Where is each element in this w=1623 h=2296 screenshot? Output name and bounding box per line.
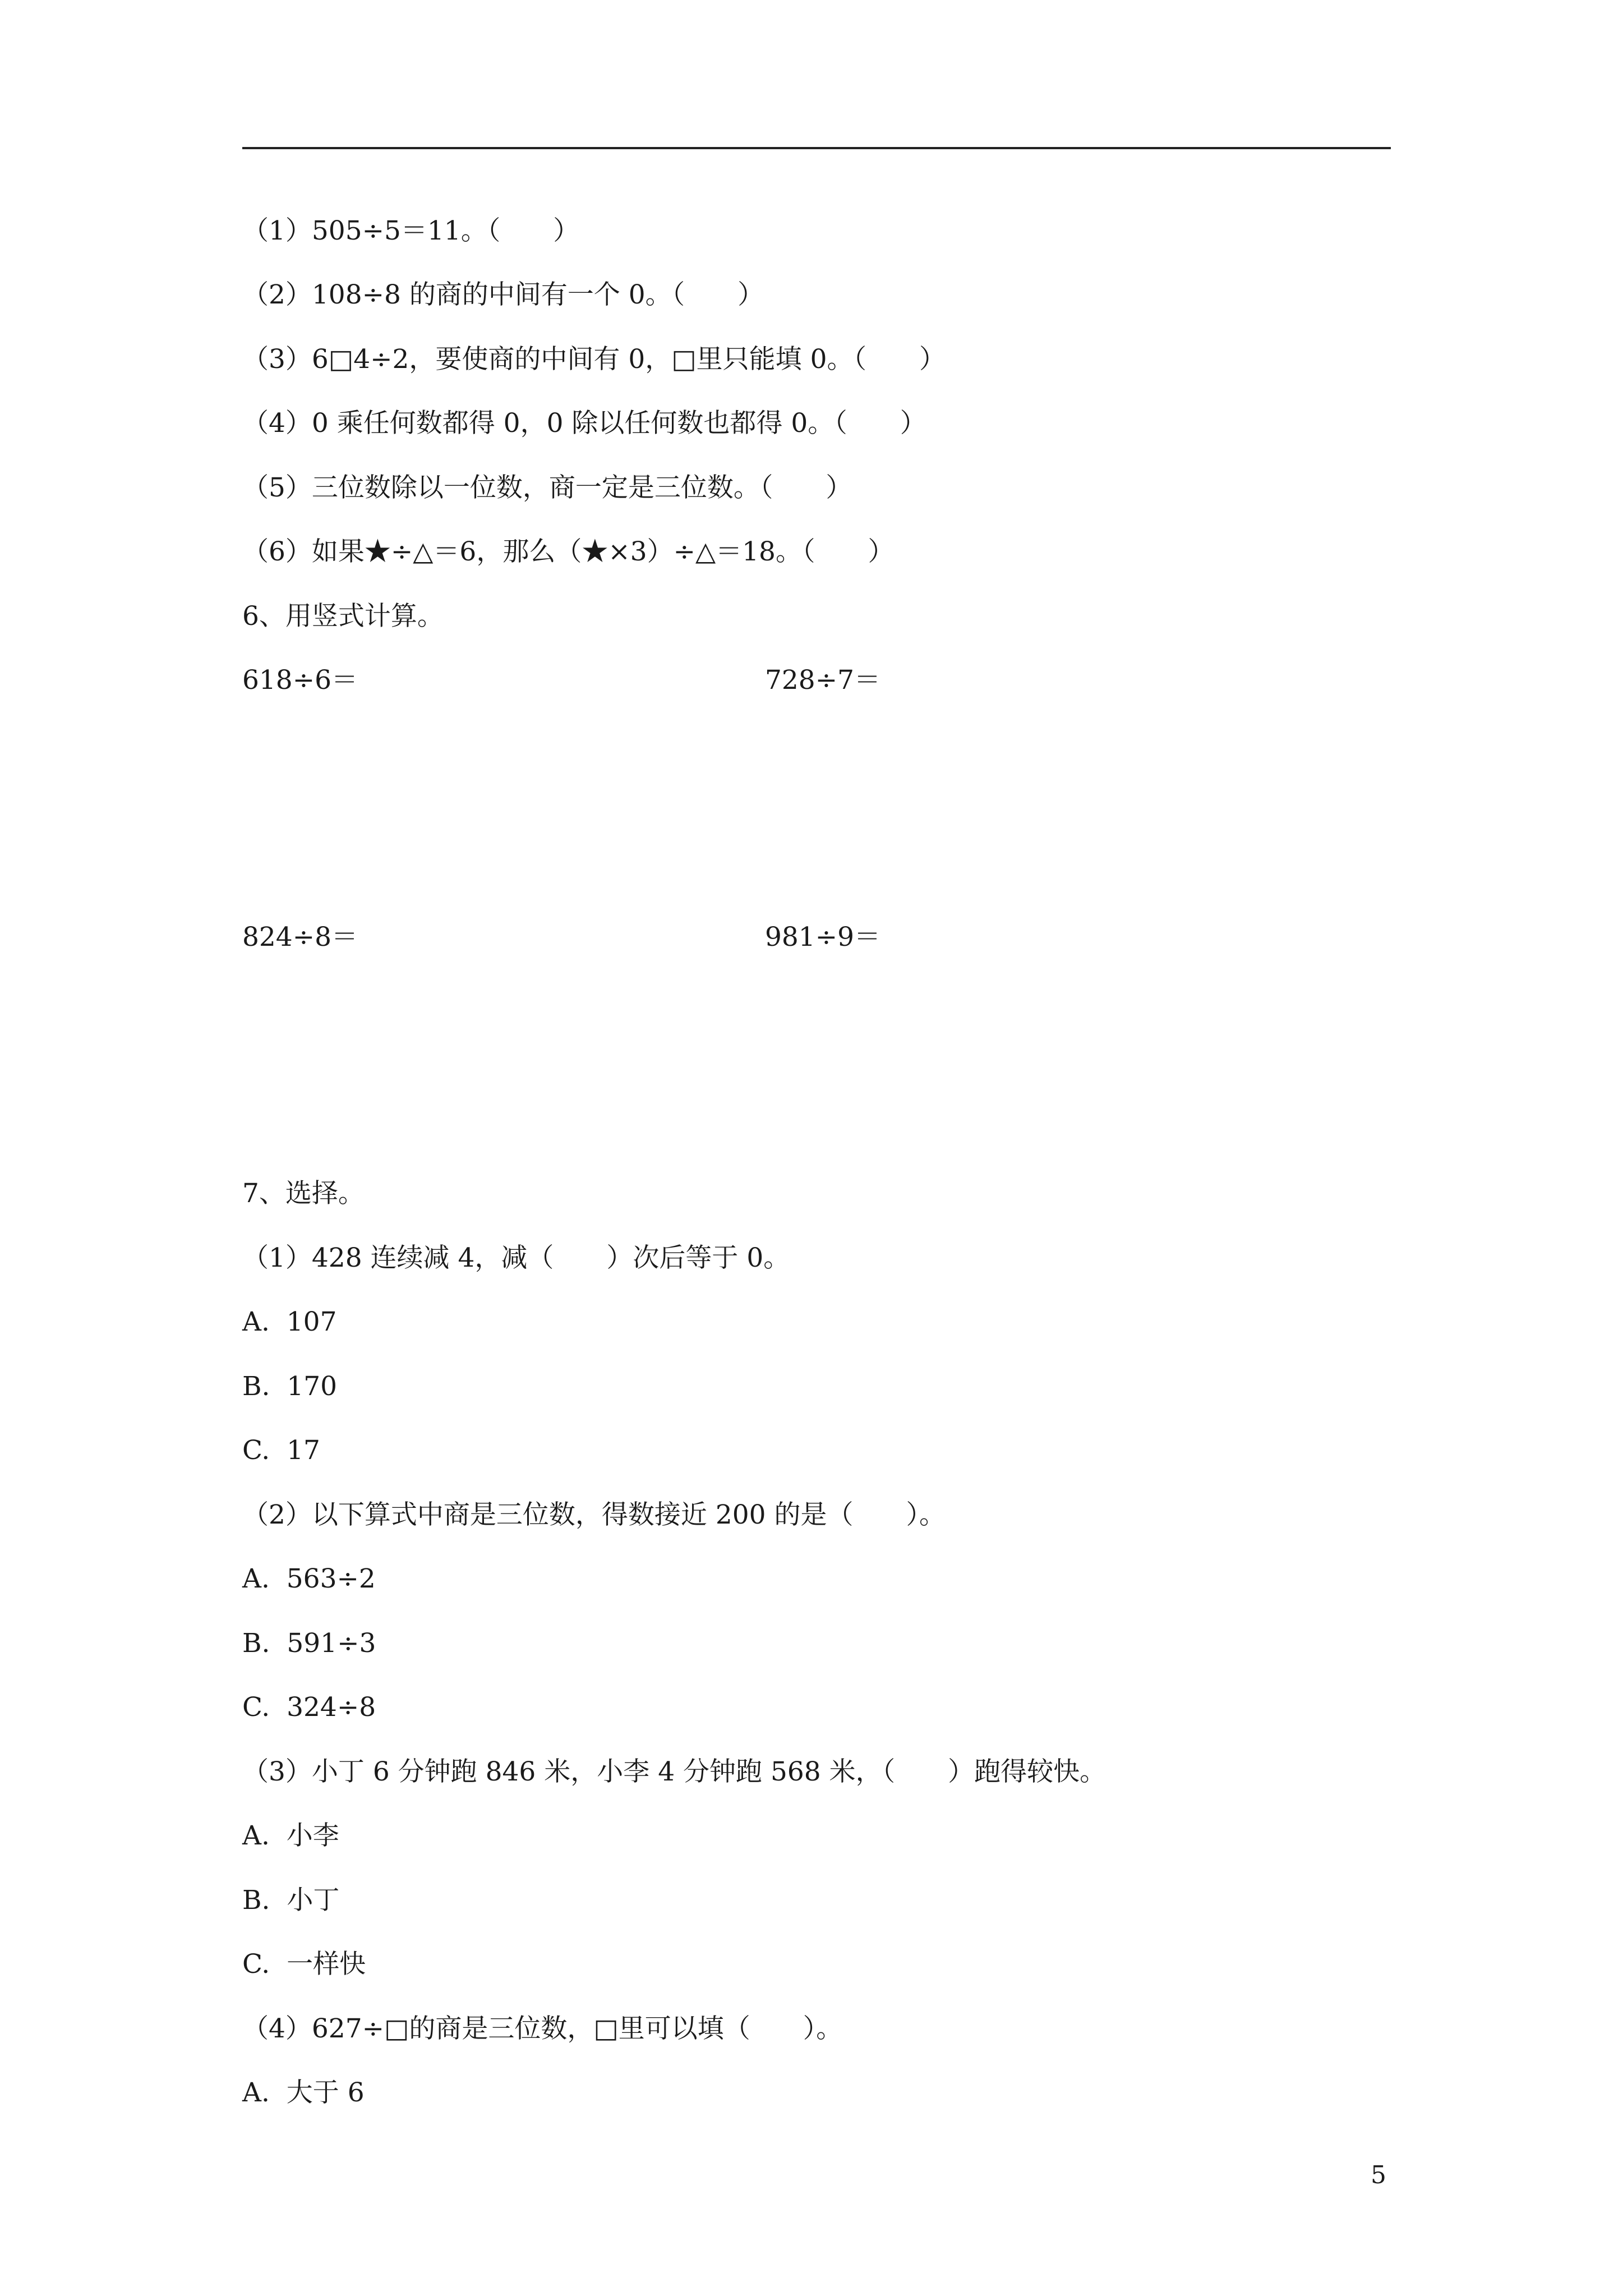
question-3-option-b: B. 小丁: [242, 1885, 340, 1916]
judgment-item-6: （6）如果★÷△＝6，那么（★×3）÷△＝18。（ ）: [242, 536, 895, 567]
question-2-option-c: C. 324÷8: [242, 1692, 376, 1723]
question-2-option-a: A. 563÷2: [242, 1563, 376, 1594]
calc-problem-4: 981÷9＝: [765, 922, 880, 953]
calc-problem-2: 728÷7＝: [765, 665, 880, 696]
question-2-option-b: B. 591÷3: [242, 1628, 376, 1659]
judgment-item-5: （5）三位数除以一位数，商一定是三位数。（ ）: [242, 472, 852, 503]
question-1-option-c: C. 17: [242, 1435, 320, 1466]
section-7-title: 7、选择。: [242, 1178, 365, 1209]
question-3-option-a: A. 小李: [242, 1820, 339, 1851]
judgment-item-1: （1）505÷5＝11。（ ）: [242, 215, 580, 246]
question-1-stem: （1）428 连续减 4，减（ ）次后等于 0。: [242, 1243, 790, 1273]
question-2-stem: （2）以下算式中商是三位数，得数接近 200 的是（ ）。: [242, 1499, 946, 1530]
calc-problem-3: 824÷8＝: [242, 922, 358, 953]
question-1-option-a: A. 107: [242, 1306, 337, 1337]
question-1-option-b: B. 170: [242, 1371, 338, 1402]
judgment-item-2: （2）108÷8 的商的中间有一个 0。（ ）: [242, 279, 764, 310]
judgment-item-4: （4）0 乘任何数都得 0，0 除以任何数也都得 0。（ ）: [242, 408, 926, 439]
section-6-title: 6、用竖式计算。: [242, 601, 444, 632]
question-3-stem: （3）小丁 6 分钟跑 846 米，小李 4 分钟跑 568 米，（ ）跑得较快。: [242, 1756, 1106, 1787]
question-3-option-c: C. 一样快: [242, 1949, 366, 1980]
question-4-stem: （4）627÷□的商是三位数，□里可以填（ ）。: [242, 2013, 843, 2044]
question-4-option-a: A. 大于 6: [242, 2077, 365, 2108]
calc-problem-1: 618÷6＝: [242, 665, 358, 696]
header-rule: [242, 147, 1391, 149]
page-number: 5: [1371, 2161, 1386, 2189]
judgment-item-3: （3）6□4÷2，要使商的中间有 0，□里只能填 0。（ ）: [242, 344, 946, 375]
